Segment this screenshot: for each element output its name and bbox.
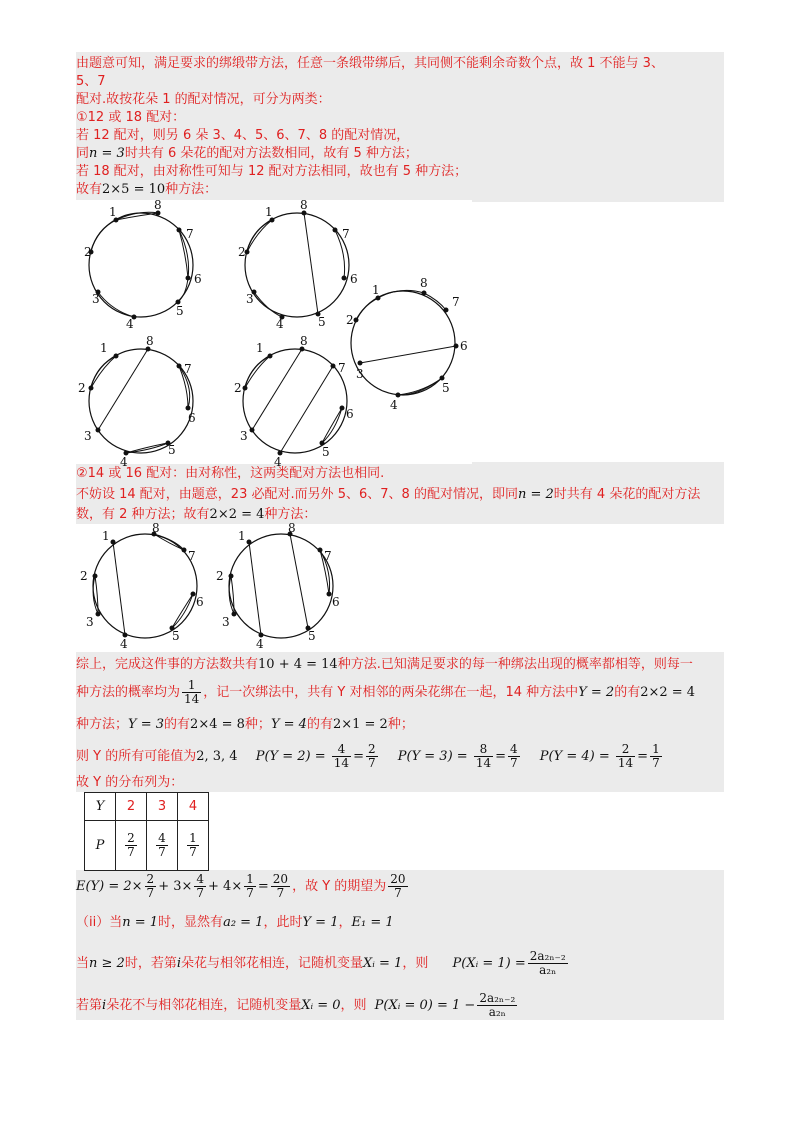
text-segment: 的有	[614, 685, 641, 700]
circle-diagram-f	[80, 521, 204, 651]
fraction-numerator: 4	[196, 872, 205, 886]
point-label: 8	[288, 521, 296, 535]
fraction	[145, 873, 157, 900]
math-expression: + 3×	[158, 879, 193, 894]
fraction-denominator: 7	[276, 886, 285, 900]
equals-sign: =	[353, 749, 364, 764]
point-label: 3	[246, 292, 254, 306]
text-segment: 当	[76, 956, 90, 971]
math-expression: n = 3	[89, 146, 125, 161]
math-expression: P(Xᵢ = 0) = 1 −	[374, 998, 476, 1013]
text-segment: 若第	[76, 998, 103, 1013]
text-line-1: 由题意可知，满足要求的绑缎带方法，任意一条缎带绑后，其同侧不能剩余奇数个点，故 1 不能与 3、	[76, 56, 664, 71]
point-label: 6	[460, 339, 468, 353]
fraction-denominator: 14	[184, 692, 200, 706]
text-segment: 时共有 4 朵花的配对方法	[553, 487, 701, 502]
point-label: 4	[120, 455, 128, 469]
math-expression: E₁ = 1	[351, 915, 394, 930]
math-expression: i	[176, 956, 182, 971]
point-label: 8	[300, 334, 308, 348]
text-segment: 数，有 2 种方法；故有	[76, 507, 210, 522]
fraction-denominator: 7	[196, 886, 205, 900]
fraction-denominator: a₂ₙ	[488, 1005, 506, 1019]
point-label: 1	[238, 529, 246, 543]
fraction-denominator: 7	[158, 845, 166, 859]
fraction-denominator: 7	[367, 756, 376, 770]
text-line-16: 故 Y 的分布列为：	[76, 775, 184, 790]
text-segment: ，则	[340, 998, 367, 1013]
equals-sign: =	[495, 749, 507, 764]
math-expression: n = 2	[517, 487, 554, 502]
fraction	[616, 743, 635, 770]
math-expression: 2×2 = 4	[640, 685, 696, 700]
text-segment: 种方法；	[76, 717, 129, 732]
table-row	[85, 821, 209, 871]
fraction-numerator: 1	[652, 742, 660, 756]
circle-diagram-d	[234, 334, 354, 469]
math-expression: 2×2 = 4	[209, 507, 265, 522]
table-header-cell: Y	[85, 793, 116, 821]
text-segment: 则 Y 的所有可能值为	[76, 749, 197, 764]
math-expression: 2×5 = 10	[102, 182, 166, 197]
fraction-numerator: 1	[246, 872, 254, 886]
fraction-denominator: 7	[394, 886, 402, 900]
point-label: 3	[92, 292, 100, 306]
point-label: 2	[80, 569, 88, 583]
circle-diagrams-figure-1	[76, 198, 472, 469]
point-label: 2	[234, 381, 242, 395]
text-segment: 种；	[244, 717, 271, 732]
table-header-cell: P	[85, 821, 116, 871]
text-line-2: 5、7	[76, 74, 106, 89]
text-line-13	[76, 676, 695, 710]
fraction	[508, 743, 520, 770]
table-cell: 2	[116, 793, 147, 821]
math-expression: Y = 2	[578, 685, 615, 700]
circle-diagrams-svg-2	[76, 521, 340, 652]
point-label: 4	[274, 455, 282, 469]
math-expression: =	[257, 879, 269, 894]
fraction-numerator: 1	[189, 831, 197, 845]
point-label: 4	[390, 398, 398, 412]
text-segment: 朵花与相邻花相连，记随机变量	[181, 956, 364, 971]
point-label: 1	[102, 529, 110, 543]
fraction	[156, 832, 168, 859]
fraction-numerator: 1	[182, 679, 201, 693]
text-line-12	[76, 656, 693, 674]
fraction	[366, 743, 378, 770]
point-label: 5	[168, 443, 176, 457]
fraction-denominator: 7	[189, 845, 197, 859]
text-segment: ，此时	[263, 915, 303, 930]
text-segment: 种方法的概率均为	[76, 685, 181, 700]
math-expression: i	[102, 998, 107, 1013]
math-expression: + 4×	[208, 879, 243, 894]
circle-diagrams-figure-2	[76, 521, 340, 652]
math-expression: 2, 3, 4	[196, 749, 238, 764]
point-label: 6	[194, 272, 202, 286]
text-segment: 时共有 6 朵花的配对方法数相同，故有 5 种方法；	[124, 146, 418, 161]
fraction	[528, 950, 568, 977]
point-label: 2	[238, 245, 246, 259]
circle-diagram-b	[238, 198, 358, 331]
text-line-15	[76, 740, 664, 774]
fraction-numerator: 4	[158, 831, 166, 845]
text-segment: （ii）当	[76, 915, 123, 930]
point-label: 8	[300, 198, 308, 212]
point-label: 8	[152, 521, 160, 535]
text-line-4: ①12 或 18 配对：	[76, 110, 186, 125]
math-expression: 10 + 4 = 14	[258, 657, 338, 672]
math-expression: n = 1	[122, 915, 159, 930]
fraction	[244, 873, 256, 900]
text-segment: 时，若第	[124, 956, 177, 971]
point-label: 5	[318, 315, 326, 329]
fraction-denominator: 14	[475, 756, 492, 770]
text-line-10	[76, 486, 700, 504]
table-cell	[147, 821, 178, 871]
circle-diagram-a	[84, 198, 202, 331]
point-label: 4	[256, 637, 264, 651]
math-expression: P(Xᵢ = 1) =	[452, 956, 526, 971]
table-cell	[178, 821, 209, 871]
point-label: 1	[372, 283, 380, 297]
text-segment: ，故 Y 的期望为	[292, 879, 387, 894]
point-label: 3	[86, 615, 94, 629]
text-segment: 的有	[306, 717, 333, 732]
point-label: 8	[154, 198, 162, 212]
point-label: 7	[452, 295, 460, 309]
point-label: 6	[188, 411, 196, 425]
point-label: 3	[356, 367, 364, 381]
fraction-denominator: 7	[652, 756, 660, 770]
text-line-20	[76, 986, 519, 1026]
math-expression: Y = 1	[302, 915, 339, 930]
circle-diagrams-svg-1	[76, 198, 472, 469]
point-label: 8	[420, 276, 428, 290]
math-expression: 2×1 = 2	[332, 717, 388, 732]
text-segment: ，则	[402, 956, 429, 971]
point-label: 2	[216, 569, 224, 583]
point-label: 4	[276, 317, 284, 331]
fraction-denominator: 7	[127, 845, 135, 859]
text-line-19	[76, 944, 570, 984]
text-line-9: ②14 或 16 配对：由对称性，这两类配对方法也相同.	[76, 466, 385, 481]
text-line-3: 配对.故按花朵 1 的配对情况，可分为两类：	[76, 92, 331, 107]
text-line-14	[76, 716, 414, 734]
point-label: 7	[342, 227, 350, 241]
point-label: 1	[256, 341, 264, 355]
point-label: 4	[120, 637, 128, 651]
text-segment: 种方法：	[165, 182, 218, 197]
circle-diagram-g	[216, 521, 340, 651]
fraction-numerator: 2	[146, 872, 155, 886]
text-segment: 综上，完成这件事的方法数共有	[76, 657, 259, 672]
point-label: 6	[350, 272, 358, 286]
text-line-7: 若 18 配对，由对称性可知与 12 配对方法相同，故也有 5 种方法；	[76, 164, 468, 179]
fraction	[271, 873, 290, 900]
fraction-denominator: 14	[333, 756, 350, 770]
text-segment: 同	[76, 146, 90, 161]
fraction-numerator: 2a₂ₙ₋₂	[529, 949, 566, 963]
point-label: 1	[109, 205, 117, 219]
text-segment: 朵花不与相邻花相连，记随机变量	[106, 998, 302, 1013]
point-label: 5	[442, 381, 450, 395]
point-label: 1	[265, 205, 273, 219]
point-label: 2	[346, 313, 354, 327]
math-expression: n ≥ 2	[89, 956, 125, 971]
point-label: 8	[146, 334, 154, 348]
fraction-denominator: 7	[246, 886, 254, 900]
point-label: 6	[346, 407, 354, 421]
text-segment: 的有	[164, 717, 191, 732]
point-label: 5	[322, 445, 330, 459]
fraction-numerator: 2	[367, 742, 376, 756]
point-label: 7	[184, 362, 192, 376]
fraction	[332, 743, 351, 770]
text-segment: 种方法.已知满足要求的每一种绑法出现的概率都相等，则每一	[337, 657, 693, 672]
fraction	[125, 832, 137, 859]
math-expression: 2×4 = 8	[190, 717, 245, 732]
fraction-numerator: 2	[616, 743, 635, 757]
fraction	[474, 743, 493, 770]
fraction	[182, 679, 201, 706]
text-line-8	[76, 181, 217, 199]
text-segment: 故有	[76, 182, 103, 197]
fraction	[650, 743, 662, 770]
table-cell: 4	[178, 793, 209, 821]
text-line-11	[76, 506, 316, 524]
circle-diagram-e	[346, 276, 468, 412]
math-expression: a₂ = 1	[223, 915, 264, 930]
fraction-denominator: 7	[510, 756, 518, 770]
math-expression: P(Y = 4) =	[539, 749, 610, 764]
table-cell	[116, 821, 147, 871]
math-expression: Y = 4	[270, 717, 307, 732]
equals-sign: =	[637, 749, 649, 764]
text-line-5: 若 12 配对，则另 6 朵 3、4、5、6、7、8 的配对情况，	[76, 128, 410, 143]
fraction-numerator: 20	[390, 872, 406, 886]
distribution-table	[84, 792, 209, 871]
math-expression: P(Y = 2) =	[255, 749, 326, 764]
point-label: 6	[332, 595, 340, 609]
point-label: 7	[324, 549, 332, 563]
text-segment: ，记一次绑法中，共有 Y 对相邻的两朵花绑在一起，14 种方法中	[203, 685, 579, 700]
fraction-denominator: a₂ₙ	[539, 963, 557, 977]
point-label: 5	[172, 629, 180, 643]
text-line-6	[76, 145, 418, 163]
fraction-numerator: 2	[127, 831, 135, 845]
fraction	[388, 873, 407, 900]
fraction	[187, 832, 199, 859]
text-segment: 种；	[387, 717, 414, 732]
fraction-denominator: 7	[146, 886, 155, 900]
text-line-17	[76, 870, 410, 904]
point-label: 2	[84, 245, 92, 259]
text-line-18: （ii）当n = 1时，显然有a₂ = 1，此时Y = 1，E₁ = 1	[76, 915, 394, 930]
table-cell: 3	[147, 793, 178, 821]
point-label: 3	[240, 429, 248, 443]
point-label: 5	[308, 629, 316, 643]
math-expression: E(Y) = 2×	[76, 879, 143, 894]
math-expression: Xᵢ = 1	[363, 956, 403, 971]
point-label: 3	[84, 429, 92, 443]
text-segment: 时，显然有	[158, 915, 224, 930]
point-label: 1	[100, 341, 108, 355]
point-label: 7	[186, 227, 194, 241]
fraction-denominator: 14	[617, 756, 634, 770]
text-segment: 种方法：	[264, 507, 317, 522]
circle-diagram-c	[78, 334, 196, 469]
point-label: 6	[196, 595, 204, 609]
math-expression: Y = 3	[128, 717, 165, 732]
point-label: 4	[126, 317, 134, 331]
point-label: 5	[176, 304, 184, 318]
math-expression: P(Y = 3) =	[397, 749, 468, 764]
point-label: 7	[188, 549, 196, 563]
fraction-numerator: 4	[510, 742, 518, 756]
math-expression: Xᵢ = 0	[301, 998, 341, 1013]
table-row	[85, 793, 209, 821]
fraction-numerator: 20	[272, 872, 289, 886]
fraction-numerator: 8	[474, 743, 493, 757]
point-label: 2	[78, 381, 86, 395]
point-label: 3	[222, 615, 230, 629]
fraction-numerator: 4	[332, 743, 351, 757]
fraction-numerator: 2a₂ₙ₋₂	[479, 991, 516, 1005]
point-label: 7	[338, 361, 346, 375]
fraction	[194, 873, 206, 900]
fraction	[477, 992, 517, 1019]
text-segment: 不妨设 14 配对，由题意，23 必配对.而另外 5、6、7、8 的配对情况，即同	[76, 487, 518, 502]
